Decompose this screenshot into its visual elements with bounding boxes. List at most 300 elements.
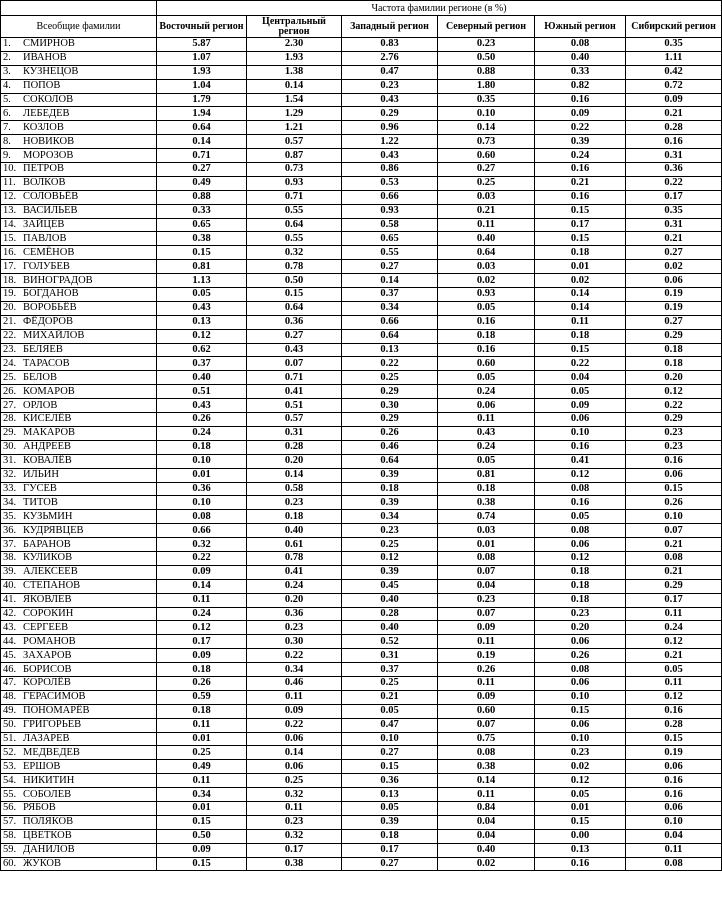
surname: ПОПОВ (23, 80, 61, 92)
surname: СЕРГЕЕВ (23, 621, 69, 633)
frequency-cell: 0.07 (438, 718, 535, 732)
frequency-cell: 0.24 (535, 149, 626, 163)
frequency-cell: 0.06 (626, 760, 722, 774)
frequency-cell: 0.46 (247, 676, 342, 690)
surname-cell (1, 649, 157, 663)
surname: РЯБОВ (23, 802, 56, 814)
row-number: 36. (3, 524, 17, 536)
table-row (1, 371, 722, 385)
column-header-central: Центральный регион (247, 16, 342, 38)
surname-cell (1, 621, 157, 635)
surname-cell (1, 607, 157, 621)
table-row (1, 260, 722, 274)
surname-cell (1, 38, 157, 52)
frequency-cell: 0.47 (342, 718, 438, 732)
frequency-cell: 0.17 (342, 843, 438, 857)
table-row (1, 663, 722, 677)
frequency-cell: 0.20 (247, 593, 342, 607)
table-row (1, 635, 722, 649)
frequency-cell: 0.88 (157, 190, 247, 204)
frequency-cell: 0.41 (535, 454, 626, 468)
frequency-cell: 0.25 (342, 676, 438, 690)
surname: ГОЛУБЕВ (23, 260, 70, 272)
frequency-cell: 0.16 (535, 93, 626, 107)
frequency-cell: 0.22 (535, 121, 626, 135)
frequency-cell: 0.22 (157, 551, 247, 565)
frequency-cell: 0.83 (342, 38, 438, 52)
frequency-cell: 0.01 (157, 732, 247, 746)
frequency-cell: 0.55 (342, 246, 438, 260)
surname-cell (1, 274, 157, 288)
frequency-cell: 0.39 (535, 135, 626, 149)
frequency-cell: 0.45 (342, 579, 438, 593)
table-row (1, 649, 722, 663)
surname: БОГДАНОВ (23, 288, 79, 300)
frequency-cell: 0.15 (535, 704, 626, 718)
frequency-cell: 0.18 (535, 329, 626, 343)
frequency-cell: 0.46 (342, 440, 438, 454)
surname: ЖУКОВ (23, 857, 62, 869)
frequency-cell: 0.10 (535, 732, 626, 746)
table-row (1, 38, 722, 52)
frequency-cell: 0.22 (626, 176, 722, 190)
frequency-cell: 0.08 (535, 482, 626, 496)
surname-cell (1, 65, 157, 79)
table-row (1, 51, 722, 65)
frequency-cell: 1.79 (157, 93, 247, 107)
surname: АНДРЕЕВ (23, 441, 71, 453)
frequency-cell: 0.29 (342, 107, 438, 121)
frequency-cell: 0.71 (157, 149, 247, 163)
surname: ЛАЗАРЕВ (23, 732, 70, 744)
frequency-cell: 0.24 (626, 621, 722, 635)
frequency-cell: 0.40 (342, 621, 438, 635)
frequency-cell: 0.01 (535, 260, 626, 274)
frequency-cell: 1.29 (247, 107, 342, 121)
frequency-cell: 0.22 (535, 357, 626, 371)
frequency-cell: 0.23 (247, 621, 342, 635)
surname: ЕРШОВ (23, 760, 61, 772)
frequency-cell: 0.13 (535, 843, 626, 857)
surname: ЯКОВЛЕВ (23, 594, 72, 606)
frequency-cell: 0.29 (626, 329, 722, 343)
frequency-cell: 0.16 (438, 315, 535, 329)
frequency-cell: 0.64 (157, 121, 247, 135)
surname-cell (1, 93, 157, 107)
frequency-cell: 0.17 (626, 190, 722, 204)
surname-cell (1, 357, 157, 371)
table-caption: Частота фамилии регионе (в %) (157, 1, 722, 16)
row-number: 46. (3, 663, 17, 675)
frequency-cell: 0.81 (438, 468, 535, 482)
frequency-cell: 0.02 (535, 760, 626, 774)
surname-cell (1, 524, 157, 538)
table-row (1, 288, 722, 302)
frequency-cell: 0.55 (247, 232, 342, 246)
surname-cell (1, 79, 157, 93)
frequency-cell: 0.09 (157, 565, 247, 579)
frequency-cell: 0.21 (626, 232, 722, 246)
surname-cell (1, 732, 157, 746)
surname: СОКОЛОВ (23, 94, 74, 105)
table-row (1, 538, 722, 552)
row-number: 24. (3, 357, 17, 369)
frequency-cell: 0.09 (157, 843, 247, 857)
row-number: 34. (3, 496, 17, 508)
frequency-cell: 0.11 (626, 843, 722, 857)
frequency-cell: 0.14 (247, 468, 342, 482)
frequency-cell: 5.87 (157, 38, 247, 52)
frequency-cell: 0.18 (535, 246, 626, 260)
frequency-cell: 0.20 (535, 621, 626, 635)
frequency-cell: 0.15 (535, 815, 626, 829)
frequency-cell: 0.10 (535, 690, 626, 704)
frequency-cell: 0.27 (247, 329, 342, 343)
surname-cell (1, 690, 157, 704)
frequency-cell: 0.60 (438, 357, 535, 371)
surname-cell (1, 718, 157, 732)
table-row (1, 843, 722, 857)
surname-cell (1, 843, 157, 857)
frequency-cell: 0.18 (626, 357, 722, 371)
table-row (1, 440, 722, 454)
frequency-cell: 0.23 (247, 496, 342, 510)
frequency-cell: 0.33 (157, 204, 247, 218)
frequency-cell: 0.07 (438, 607, 535, 621)
frequency-cell: 0.12 (342, 551, 438, 565)
frequency-cell: 0.38 (247, 857, 342, 871)
frequency-cell: 0.24 (157, 426, 247, 440)
surname: ВОРОБЬЁВ (23, 302, 77, 314)
table-row (1, 676, 722, 690)
frequency-cell: 0.73 (438, 135, 535, 149)
frequency-cell: 0.03 (438, 524, 535, 538)
frequency-cell: 0.35 (438, 93, 535, 107)
table-row (1, 149, 722, 163)
row-number: 54. (3, 774, 17, 786)
frequency-cell: 0.32 (247, 246, 342, 260)
frequency-cell: 0.40 (535, 51, 626, 65)
table-row (1, 107, 722, 121)
frequency-cell: 0.66 (342, 190, 438, 204)
frequency-cell: 0.11 (157, 718, 247, 732)
surname-cell (1, 593, 157, 607)
table-row (1, 468, 722, 482)
surname: ПАВЛОВ (23, 232, 67, 244)
frequency-cell: 0.05 (157, 288, 247, 302)
frequency-cell: 0.05 (626, 663, 722, 677)
frequency-cell: 0.13 (157, 315, 247, 329)
frequency-cell: 0.25 (157, 746, 247, 760)
surname: КУЗНЕЦОВ (23, 66, 79, 78)
frequency-cell: 1.11 (626, 51, 722, 65)
frequency-cell: 0.12 (157, 329, 247, 343)
frequency-cell: 0.20 (247, 454, 342, 468)
surname: АЛЕКСЕЕВ (23, 566, 78, 578)
table-row (1, 551, 722, 565)
frequency-cell: 0.10 (438, 107, 535, 121)
frequency-cell: 0.05 (535, 385, 626, 399)
frequency-cell: 0.05 (535, 788, 626, 802)
frequency-cell: 0.39 (342, 496, 438, 510)
surname: БОРИСОВ (23, 663, 72, 675)
frequency-cell: 1.93 (247, 51, 342, 65)
row-number: 52. (3, 746, 17, 758)
row-number: 59. (3, 844, 17, 856)
surname-cell (1, 551, 157, 565)
surname-cell (1, 288, 157, 302)
frequency-cell: 0.37 (342, 663, 438, 677)
frequency-cell: 0.88 (438, 65, 535, 79)
frequency-cell: 0.73 (247, 163, 342, 177)
frequency-cell: 0.66 (342, 315, 438, 329)
surname: ВАСИЛЬЕВ (23, 205, 78, 217)
frequency-cell: 0.09 (626, 93, 722, 107)
frequency-cell: 0.30 (247, 635, 342, 649)
frequency-cell: 0.26 (626, 496, 722, 510)
frequency-cell: 0.58 (342, 218, 438, 232)
row-number: 57. (3, 816, 17, 828)
frequency-cell: 0.18 (535, 579, 626, 593)
frequency-cell: 1.54 (247, 93, 342, 107)
surname: МЕДВЕДЕВ (23, 746, 80, 758)
row-number: 33. (3, 482, 17, 494)
frequency-cell: 0.23 (438, 38, 535, 52)
table-row (1, 135, 722, 149)
frequency-cell: 0.28 (626, 121, 722, 135)
frequency-cell: 0.23 (626, 440, 722, 454)
surname-cell (1, 635, 157, 649)
table-row (1, 204, 722, 218)
frequency-cell: 0.51 (157, 385, 247, 399)
surname-cell (1, 51, 157, 65)
frequency-cell: 0.26 (157, 676, 247, 690)
frequency-cell: 0.21 (626, 538, 722, 552)
frequency-cell: 0.03 (438, 190, 535, 204)
frequency-cell: 0.43 (342, 93, 438, 107)
surname: ЗАХАРОВ (23, 649, 72, 661)
frequency-cell: 0.65 (342, 232, 438, 246)
row-number: 50. (3, 719, 17, 731)
frequency-cell: 0.01 (535, 801, 626, 815)
table-row (1, 510, 722, 524)
surname-cell (1, 315, 157, 329)
surname: КОРОЛЁВ (23, 677, 71, 689)
row-number: 4. (3, 80, 11, 92)
frequency-cell: 2.76 (342, 51, 438, 65)
frequency-cell: 0.05 (438, 301, 535, 315)
surname-cell (1, 496, 157, 510)
surname: КУДРЯВЦЕВ (23, 524, 84, 536)
column-header-siberia: Сибирский регион (626, 16, 722, 38)
surname-cell (1, 510, 157, 524)
table-row (1, 315, 722, 329)
frequency-cell: 1.94 (157, 107, 247, 121)
surname: ГРИГОРЬЕВ (23, 719, 82, 731)
frequency-cell: 0.12 (535, 774, 626, 788)
row-number: 5. (3, 94, 11, 105)
frequency-cell: 0.15 (247, 288, 342, 302)
frequency-cell: 0.10 (342, 732, 438, 746)
frequency-cell: 0.14 (438, 121, 535, 135)
frequency-cell: 0.11 (438, 676, 535, 690)
frequency-cell: 0.36 (247, 607, 342, 621)
frequency-cell: 0.06 (626, 274, 722, 288)
surname: БАРАНОВ (23, 538, 71, 550)
frequency-cell: 0.05 (438, 454, 535, 468)
surname-cell (1, 343, 157, 357)
frequency-cell: 0.07 (247, 357, 342, 371)
row-number: 16. (3, 246, 17, 258)
frequency-cell: 0.59 (157, 690, 247, 704)
frequency-cell: 0.03 (438, 260, 535, 274)
frequency-cell: 0.55 (247, 204, 342, 218)
frequency-cell: 0.39 (342, 815, 438, 829)
surname-cell (1, 163, 157, 177)
surname-cell (1, 579, 157, 593)
surname: СОЛОВЬЁВ (23, 191, 79, 203)
surname: ЦВЕТКОВ (23, 830, 72, 842)
frequency-cell: 0.71 (247, 371, 342, 385)
frequency-cell: 0.12 (157, 621, 247, 635)
table-row (1, 65, 722, 79)
frequency-cell: 0.06 (626, 468, 722, 482)
surname: ТИТОВ (23, 496, 58, 508)
frequency-cell: 0.43 (342, 149, 438, 163)
frequency-cell: 0.11 (157, 774, 247, 788)
table-row (1, 329, 722, 343)
row-number: 26. (3, 385, 17, 397)
frequency-cell: 0.74 (438, 510, 535, 524)
frequency-cell: 0.34 (247, 663, 342, 677)
surname-cell (1, 426, 157, 440)
frequency-cell: 0.09 (535, 399, 626, 413)
frequency-cell: 0.35 (626, 38, 722, 52)
frequency-cell: 0.15 (535, 343, 626, 357)
frequency-cell: 0.37 (157, 357, 247, 371)
row-number: 19. (3, 288, 17, 300)
frequency-cell: 0.15 (157, 857, 247, 871)
frequency-cell: 0.82 (535, 79, 626, 93)
surname-cell (1, 538, 157, 552)
surname-cell (1, 135, 157, 149)
surname-cell (1, 565, 157, 579)
frequency-cell: 0.43 (438, 426, 535, 440)
frequency-cell: 0.25 (342, 538, 438, 552)
frequency-cell: 0.06 (247, 732, 342, 746)
frequency-cell: 0.02 (626, 260, 722, 274)
surname: СЕМЁНОВ (23, 246, 75, 258)
frequency-cell: 0.78 (247, 260, 342, 274)
table-row (1, 413, 722, 427)
frequency-cell: 0.11 (626, 676, 722, 690)
surname: СОРОКИН (23, 607, 74, 619)
frequency-cell: 0.23 (626, 426, 722, 440)
row-number: 18. (3, 274, 17, 286)
table-row (1, 496, 722, 510)
table-row (1, 399, 722, 413)
frequency-cell: 1.13 (157, 274, 247, 288)
surname-cell (1, 232, 157, 246)
frequency-cell: 0.12 (626, 385, 722, 399)
frequency-cell: 1.07 (157, 51, 247, 65)
frequency-cell: 0.14 (342, 274, 438, 288)
frequency-cell: 0.05 (342, 704, 438, 718)
surname: МОРОЗОВ (23, 149, 74, 161)
surname: ПОНОМАРЁВ (23, 705, 90, 717)
frequency-cell: 0.11 (157, 593, 247, 607)
frequency-cell: 0.11 (247, 690, 342, 704)
table-row (1, 718, 722, 732)
frequency-cell: 0.12 (535, 468, 626, 482)
row-number: 51. (3, 732, 17, 744)
frequency-cell: 0.12 (626, 635, 722, 649)
frequency-cell: 0.60 (438, 704, 535, 718)
table-row (1, 232, 722, 246)
surname-cell (1, 829, 157, 843)
frequency-cell: 0.23 (342, 524, 438, 538)
frequency-cell: 0.06 (535, 718, 626, 732)
frequency-cell: 0.35 (626, 204, 722, 218)
frequency-cell: 0.64 (438, 246, 535, 260)
table-row (1, 343, 722, 357)
frequency-cell: 0.12 (626, 690, 722, 704)
frequency-cell: 0.11 (438, 788, 535, 802)
column-header-south: Южный регион (535, 16, 626, 38)
frequency-cell: 0.32 (157, 538, 247, 552)
table-row (1, 163, 722, 177)
frequency-cell: 0.24 (438, 440, 535, 454)
frequency-cell: 0.14 (157, 135, 247, 149)
row-number: 56. (3, 802, 17, 814)
frequency-cell: 0.31 (247, 426, 342, 440)
table-body (1, 38, 722, 871)
frequency-cell: 0.41 (247, 385, 342, 399)
frequency-cell: 0.42 (626, 65, 722, 79)
frequency-cell: 0.21 (438, 204, 535, 218)
frequency-cell: 0.36 (247, 315, 342, 329)
frequency-cell: 0.19 (626, 288, 722, 302)
frequency-cell: 0.50 (157, 829, 247, 843)
surname: МАКАРОВ (23, 427, 76, 439)
surname-cell (1, 788, 157, 802)
frequency-cell: 0.26 (438, 663, 535, 677)
surname-cell (1, 413, 157, 427)
surname-cell (1, 760, 157, 774)
frequency-cell: 0.29 (626, 413, 722, 427)
frequency-cell: 0.86 (342, 163, 438, 177)
frequency-cell: 0.17 (247, 843, 342, 857)
surname-cell (1, 301, 157, 315)
row-number: 22. (3, 330, 17, 342)
frequency-cell: 0.09 (247, 704, 342, 718)
frequency-cell: 0.27 (157, 163, 247, 177)
surname: ФЁДОРОВ (23, 316, 74, 328)
frequency-cell: 0.87 (247, 149, 342, 163)
frequency-cell: 0.08 (626, 857, 722, 871)
row-number: 25. (3, 371, 17, 383)
frequency-cell: 0.61 (247, 538, 342, 552)
table-row (1, 79, 722, 93)
frequency-cell: 0.40 (157, 371, 247, 385)
surname-cell (1, 260, 157, 274)
surname-cell (1, 107, 157, 121)
frequency-cell: 0.16 (626, 788, 722, 802)
row-number: 29. (3, 427, 17, 439)
frequency-cell: 0.18 (157, 440, 247, 454)
frequency-cell: 0.11 (535, 315, 626, 329)
frequency-cell: 0.06 (247, 760, 342, 774)
